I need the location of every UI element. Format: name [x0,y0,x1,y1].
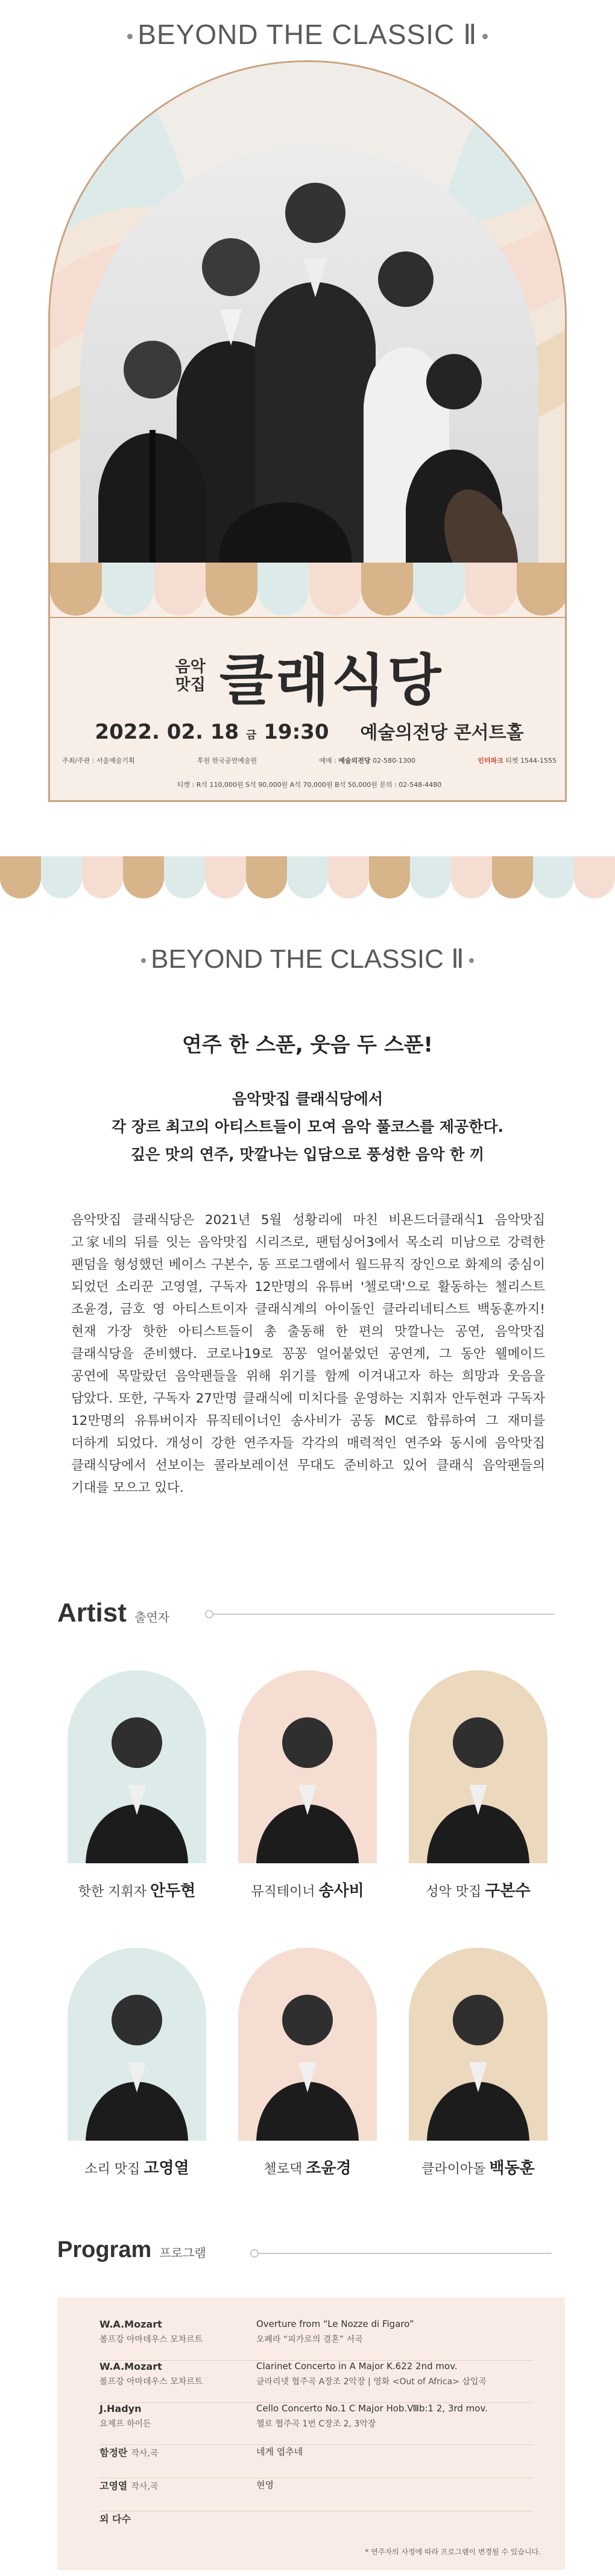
program-row [99,2445,534,2478]
poster-date-row [50,718,567,744]
program-row [99,2361,534,2403]
scallop-divider [0,856,615,898]
program-composer: 고영열 작사,곡 [99,2480,159,2492]
program-section-subtitle: 프로그램 [159,2246,206,2260]
section-divider-line [211,1614,555,1615]
event-date: 2022. 02. 18 [95,720,239,744]
artist-name: 송사비 [318,1882,364,1900]
program-composer-ko: 볼프강 아마데우스 모차르트 [99,2335,203,2344]
artist-photo [238,1948,377,2141]
interpark-logo: 인터파크 [478,757,503,765]
artist-name: 안두현 [150,1882,196,1900]
program-work: 현영 [256,2480,274,2490]
sponsor-reserve: 예매 : 예술의전당 02-580-1300 [319,757,415,765]
poster-top-title: BEYOND THE CLASSIC Ⅱ [0,18,615,51]
program-composer: 함정란 작사,곡 [99,2447,159,2458]
artist-role: 첼로댁 [263,2162,303,2177]
dot-icon [482,34,488,39]
artist-role: 뮤직테이너 [251,1884,315,1899]
program-composer: J.Hadyn [99,2403,142,2414]
artist-caption [43,1878,230,1901]
artist-section-subtitle: 출연자 [134,1610,169,1624]
intro-sublines [0,1085,615,1169]
sponsor-interpark: 인터파크 티켓 1544-1555 [478,757,557,765]
artist-role: 소리 맛집 [84,2162,140,2177]
brand-title: 클래식당 [219,648,444,713]
artist-caption [385,1878,572,1901]
artist-caption [214,2156,401,2178]
event-time: 19:30 [263,720,329,744]
artist-photo [68,1670,206,1863]
brand-small-label: 음악 맛집 [175,658,206,694]
program-row [99,2478,534,2511]
artist-section-header [57,1598,564,1628]
program-composer: 외 다수 [99,2513,131,2525]
poster-brand [50,636,567,716]
program-work-ko: 첼로 협주곡 1번 C장조 2, 3악장 [256,2419,376,2429]
program-section-header [57,2237,564,2267]
artist-name: 백동훈 [489,2159,535,2177]
artist-card [68,1670,206,1900]
group-photo [80,147,538,617]
sponsor-host: 주최/주관 : 서울예술기획 [62,757,135,765]
program-note: * 연주자의 사정에 따라 프로그램이 변경될 수 있습니다. [365,2548,541,2556]
intro-section-title: BEYOND THE CLASSIC Ⅱ [0,944,615,974]
artist-name: 조윤경 [306,2159,352,2177]
program-row [99,2403,534,2445]
program-work: Overture from “Le Nozze di Figaro” [256,2319,414,2329]
program-composer-role: 작사,곡 [131,2449,159,2458]
intro-subline-2: 각 장르 최고의 아티스트들이 모여 음악 풀코스를 제공한다. [111,1118,504,1135]
artist-role: 핫한 지휘자 [78,1884,147,1899]
section-divider-knob [250,2249,259,2258]
event-weekday: 금 [246,729,257,742]
poster-info-panel [50,617,567,802]
artist-name: 구본수 [485,1882,531,1900]
dot-icon [127,34,133,39]
sponsor-row [62,756,557,765]
intro-subline-3: 깊은 맛의 연주, 맛깔나는 입담으로 풍성한 음악 한 끼 [130,1146,485,1163]
program-row [99,2511,534,2542]
program-work-ko: 오페라 “피가로의 결혼” 서곡 [256,2335,363,2344]
program-work: 네게 엽추네 [256,2446,303,2457]
program-work: Clarinet Concerto in A Major K.622 2nd mov. [256,2361,458,2372]
dot-icon [469,958,474,963]
dot-icon [141,958,146,963]
event-venue: 예술의전당 콘서트홀 [360,722,524,743]
sac-logo: 예술의전당 [338,757,371,765]
program-work: Cello Concerto No.1 C Major Hob.Ⅷb:1 2, 3rd mov. [256,2403,488,2414]
artist-caption [385,2156,572,2178]
artist-card [238,1948,377,2177]
artist-role: 클라이아돌 [421,2162,486,2177]
section-divider-line [256,2253,552,2254]
artist-section-title: Artist [57,1598,127,1627]
artist-card [409,1670,547,1900]
concert-poster [0,0,615,814]
program-work-ko: 클라리넷 협주곡 A장조 2악장 | 영화 <Out of Africa> 삽입곡 [256,2377,487,2387]
program-section-title: Program [57,2237,152,2262]
program-composer-role: 작사,곡 [131,2482,159,2492]
artist-photo [409,1948,547,2141]
artist-photo [238,1670,377,1863]
section-divider-knob [205,1610,213,1618]
poster-arch-frame [48,60,567,802]
program-composer: W.A.Mozart [99,2319,162,2330]
artist-photo [68,1948,206,2141]
program-composer-ko: 요제프 하이든 [99,2419,151,2429]
intro-body-text: 음악맛집 클래식당은 2021년 5월 성황리에 마친 비욘드더클래식1 음악맛집 고家네의 뒤를 잇는 음악맛집 시리즈로, 팬텀싱어3에서 목소리 미남으로 강력한 팬덤을 형성했던 베이스 구본수, 동 프로그램에서 월드뮤직 장인으로 화제의 중심이 되었던 소리꾼 고영열, 구독자 12만명의 유튜버 '첼로댁'으로 활동하는 첼리스트 조윤경, 금호 영 아티스트이자 클래식계의 아이돌인 클라리네티스트 백동훈까지! 현재 가장 핫한 아티스트들이 총 출동해 한 편의 맛깔나는 공연, 음악맛집 클래식당을 준비했다. 코로나19로 꽁꽁 얼어붙었던 공연계, 그 동안 웰메이드 공연에 목말랐던 음악팬들을 위해 위기를 함께 이겨내고자 하는 희망과 웃음을 담았다. 또한, 구독자 27만명 클래식에 미치다를 운영하는 지휘자 안두현과 구독자 12만명의 유튜버이자 뮤직테이너인 송사비가 공동 MC로 합류하여 그 재미를 더하게 되었다. 개성이 강한 연주자들 각각의 매력적인 연주와 동시에 음악맛집 클래식당에서 선보이는 콜라보레이션 무대도 준비하고 있어 클래식 음악팬들의 기대를 모으고 있다. [71,1213,545,1495]
poster-scallops [50,563,567,617]
artist-card [238,1670,377,1900]
intro-subline-1: 음악맛집 클래식당에서 [232,1090,383,1108]
artist-name: 고영열 [144,2159,189,2177]
group-photo-silhouettes [80,147,538,617]
artist-caption [214,1878,401,1901]
intro-headline: 연주 한 스푼, 웃음 두 스푼! [181,1033,434,1057]
artist-card [68,1948,206,2177]
program-composer: W.A.Mozart [99,2361,162,2372]
artist-role: 성악 맛집 [426,1884,482,1899]
program-row [99,2319,534,2361]
sponsor-support: 후원 한국공연예술원 [197,757,257,765]
program-list [57,2297,565,2570]
artist-card [409,1948,547,2177]
artist-caption [43,2156,230,2178]
artist-photo [409,1670,547,1863]
ticket-info: 티켓 : R석 110,000원 S석 90,000원 A석 70,000원 B석 50,000원 문의 : 02-548-4480 [177,781,442,789]
program-composer-ko: 볼프강 아마데우스 모차르트 [99,2377,203,2387]
